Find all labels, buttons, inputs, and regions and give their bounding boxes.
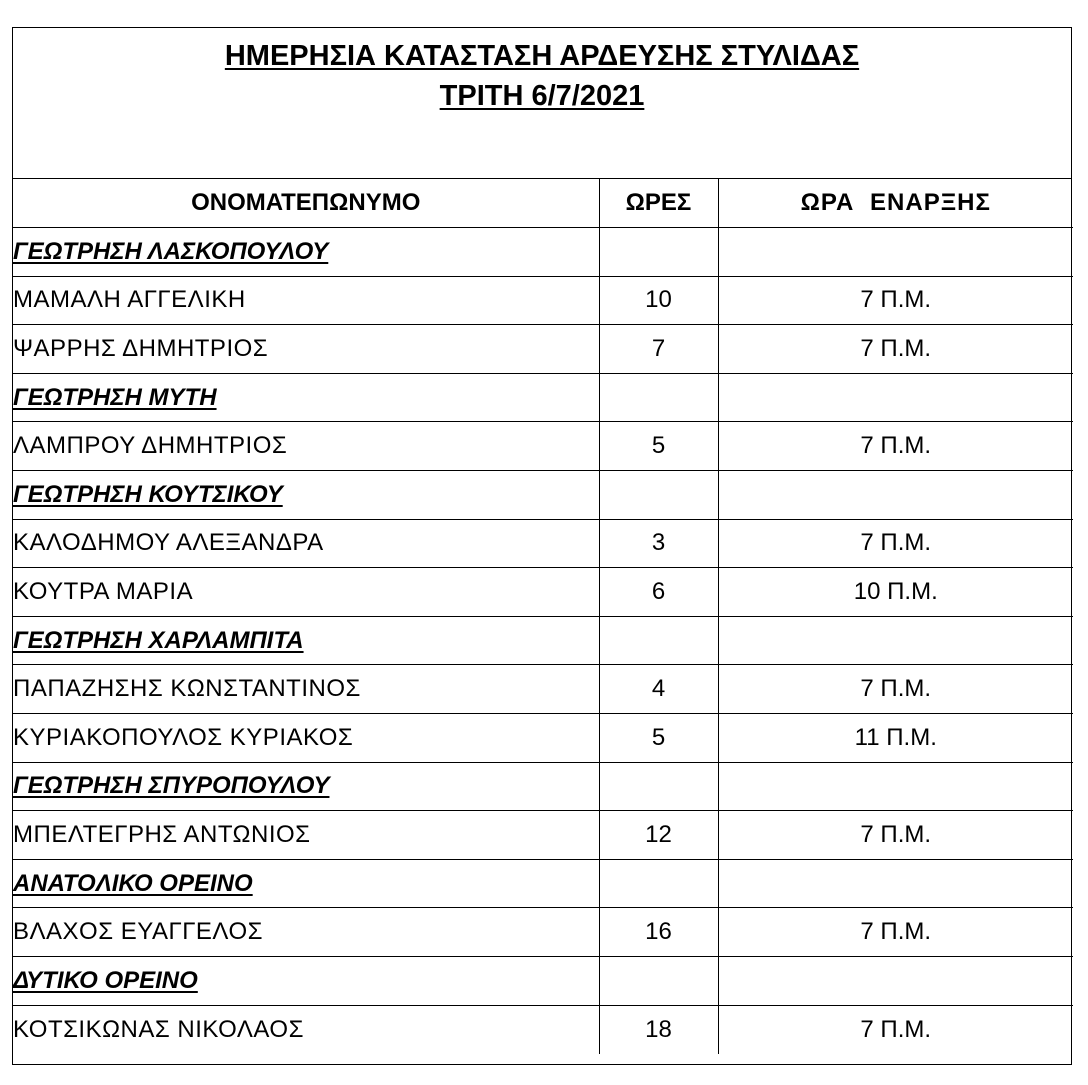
table-row bbox=[13, 422, 1073, 471]
group-row bbox=[13, 616, 1073, 665]
table-row bbox=[13, 325, 1073, 374]
person-name: ΚΟΤΣΙΚΩΝΑΣ ΝΙΚΟΛΑΟΣ bbox=[13, 1005, 599, 1054]
group-row bbox=[13, 957, 1073, 1006]
table-row bbox=[13, 519, 1073, 568]
start-time-value: 11 Π.Μ. bbox=[718, 714, 1073, 763]
header-name: ΟΝΟΜΑΤΕΠΩΝΥΜΟ bbox=[13, 179, 599, 228]
start-time-value: 7 Π.Μ. bbox=[718, 908, 1073, 957]
group-name: ΓΕΩΤΡΗΣΗ ΛΑΣΚΟΠΟΥΛΟΥ bbox=[13, 228, 599, 277]
document-title: ΗΜΕΡΗΣΙΑ ΚΑΤΑΣΤΑΣΗ ΑΡΔΕΥΣΗΣ ΣΤΥΛΙΔΑΣ bbox=[224, 40, 860, 72]
person-name: ΠΑΠΑΖΗΣΗΣ ΚΩΝΣΤΑΝΤΙΝΟΣ bbox=[13, 665, 599, 714]
hours-value: 12 bbox=[599, 811, 718, 860]
document-date: ΤΡΙΤΗ 6/7/2021 bbox=[439, 80, 645, 112]
empty-start-cell bbox=[718, 616, 1073, 665]
empty-start-cell bbox=[718, 957, 1073, 1006]
start-time-value: 7 Π.Μ. bbox=[718, 1005, 1073, 1054]
start-time-value: 7 Π.Μ. bbox=[718, 519, 1073, 568]
start-time-value: 10 Π.Μ. bbox=[718, 568, 1073, 617]
header-hours: ΩΡΕΣ bbox=[599, 179, 718, 228]
group-name: ΑΝΑΤΟΛΙΚΟ ΟΡΕΙΝΟ bbox=[13, 859, 599, 908]
table-row bbox=[13, 665, 1073, 714]
group-row bbox=[13, 859, 1073, 908]
table-row bbox=[13, 276, 1073, 325]
table-row bbox=[13, 568, 1073, 617]
empty-hours-cell bbox=[599, 957, 718, 1006]
group-name: ΓΕΩΤΡΗΣΗ ΧΑΡΛΑΜΠΙΤΑ bbox=[13, 616, 599, 665]
empty-start-cell bbox=[718, 228, 1073, 277]
hours-value: 18 bbox=[599, 1005, 718, 1054]
hours-value: 7 bbox=[599, 325, 718, 374]
group-row bbox=[13, 373, 1073, 422]
person-name: ΛΑΜΠΡΟΥ ΔΗΜΗΤΡΙΟΣ bbox=[13, 422, 599, 471]
empty-hours-cell bbox=[599, 616, 718, 665]
empty-hours-cell bbox=[599, 373, 718, 422]
empty-hours-cell bbox=[599, 859, 718, 908]
person-name: ΚΟΥΤΡΑ ΜΑΡΙΑ bbox=[13, 568, 599, 617]
group-name: ΔΥΤΙΚΟ ΟΡΕΙΝΟ bbox=[13, 957, 599, 1006]
person-name: ΜΑΜΑΛΗ ΑΓΓΕΛΙΚΗ bbox=[13, 276, 599, 325]
empty-hours-cell bbox=[599, 762, 718, 811]
empty-hours-cell bbox=[599, 471, 718, 520]
person-name: ΨΑΡΡΗΣ ΔΗΜΗΤΡΙΟΣ bbox=[13, 325, 599, 374]
header-start-time: ΩΡΑ ΕΝΑΡΞΗΣ bbox=[718, 179, 1073, 228]
group-name: ΓΕΩΤΡΗΣΗ ΣΠΥΡΟΠΟΥΛΟΥ bbox=[13, 762, 599, 811]
table-body bbox=[13, 228, 1073, 1054]
group-row bbox=[13, 228, 1073, 277]
group-row bbox=[13, 471, 1073, 520]
table-row bbox=[13, 1005, 1073, 1054]
empty-start-cell bbox=[718, 762, 1073, 811]
irrigation-table bbox=[13, 179, 1073, 1054]
hours-value: 6 bbox=[599, 568, 718, 617]
person-name: ΚΥΡΙΑΚΟΠΟΥΛΟΣ ΚΥΡΙΑΚΟΣ bbox=[13, 714, 599, 763]
empty-hours-cell bbox=[599, 228, 718, 277]
empty-start-cell bbox=[718, 471, 1073, 520]
table-row bbox=[13, 811, 1073, 860]
empty-start-cell bbox=[718, 859, 1073, 908]
group-row bbox=[13, 762, 1073, 811]
hours-value: 10 bbox=[599, 276, 718, 325]
hours-value: 16 bbox=[599, 908, 718, 957]
irrigation-schedule-sheet bbox=[12, 27, 1072, 1065]
group-name: ΓΕΩΤΡΗΣΗ ΚΟΥΤΣΙΚΟΥ bbox=[13, 471, 599, 520]
start-time-value: 7 Π.Μ. bbox=[718, 665, 1073, 714]
start-time-value: 7 Π.Μ. bbox=[718, 422, 1073, 471]
group-name: ΓΕΩΤΡΗΣΗ ΜΥΤΗ bbox=[13, 373, 599, 422]
start-time-value: 7 Π.Μ. bbox=[718, 276, 1073, 325]
hours-value: 5 bbox=[599, 714, 718, 763]
hours-value: 5 bbox=[599, 422, 718, 471]
table-row bbox=[13, 714, 1073, 763]
empty-start-cell bbox=[718, 373, 1073, 422]
person-name: ΚΑΛΟΔΗΜΟΥ ΑΛΕΞΑΝΔΡΑ bbox=[13, 519, 599, 568]
person-name: ΒΛΑΧΟΣ ΕΥΑΓΓΕΛΟΣ bbox=[13, 908, 599, 957]
header-row bbox=[13, 179, 1073, 228]
person-name: ΜΠΕΛΤΕΓΡΗΣ ΑΝΤΩΝΙΟΣ bbox=[13, 811, 599, 860]
table-row bbox=[13, 908, 1073, 957]
hours-value: 4 bbox=[599, 665, 718, 714]
start-time-value: 7 Π.Μ. bbox=[718, 325, 1073, 374]
title-block bbox=[13, 28, 1071, 179]
start-time-value: 7 Π.Μ. bbox=[718, 811, 1073, 860]
hours-value: 3 bbox=[599, 519, 718, 568]
